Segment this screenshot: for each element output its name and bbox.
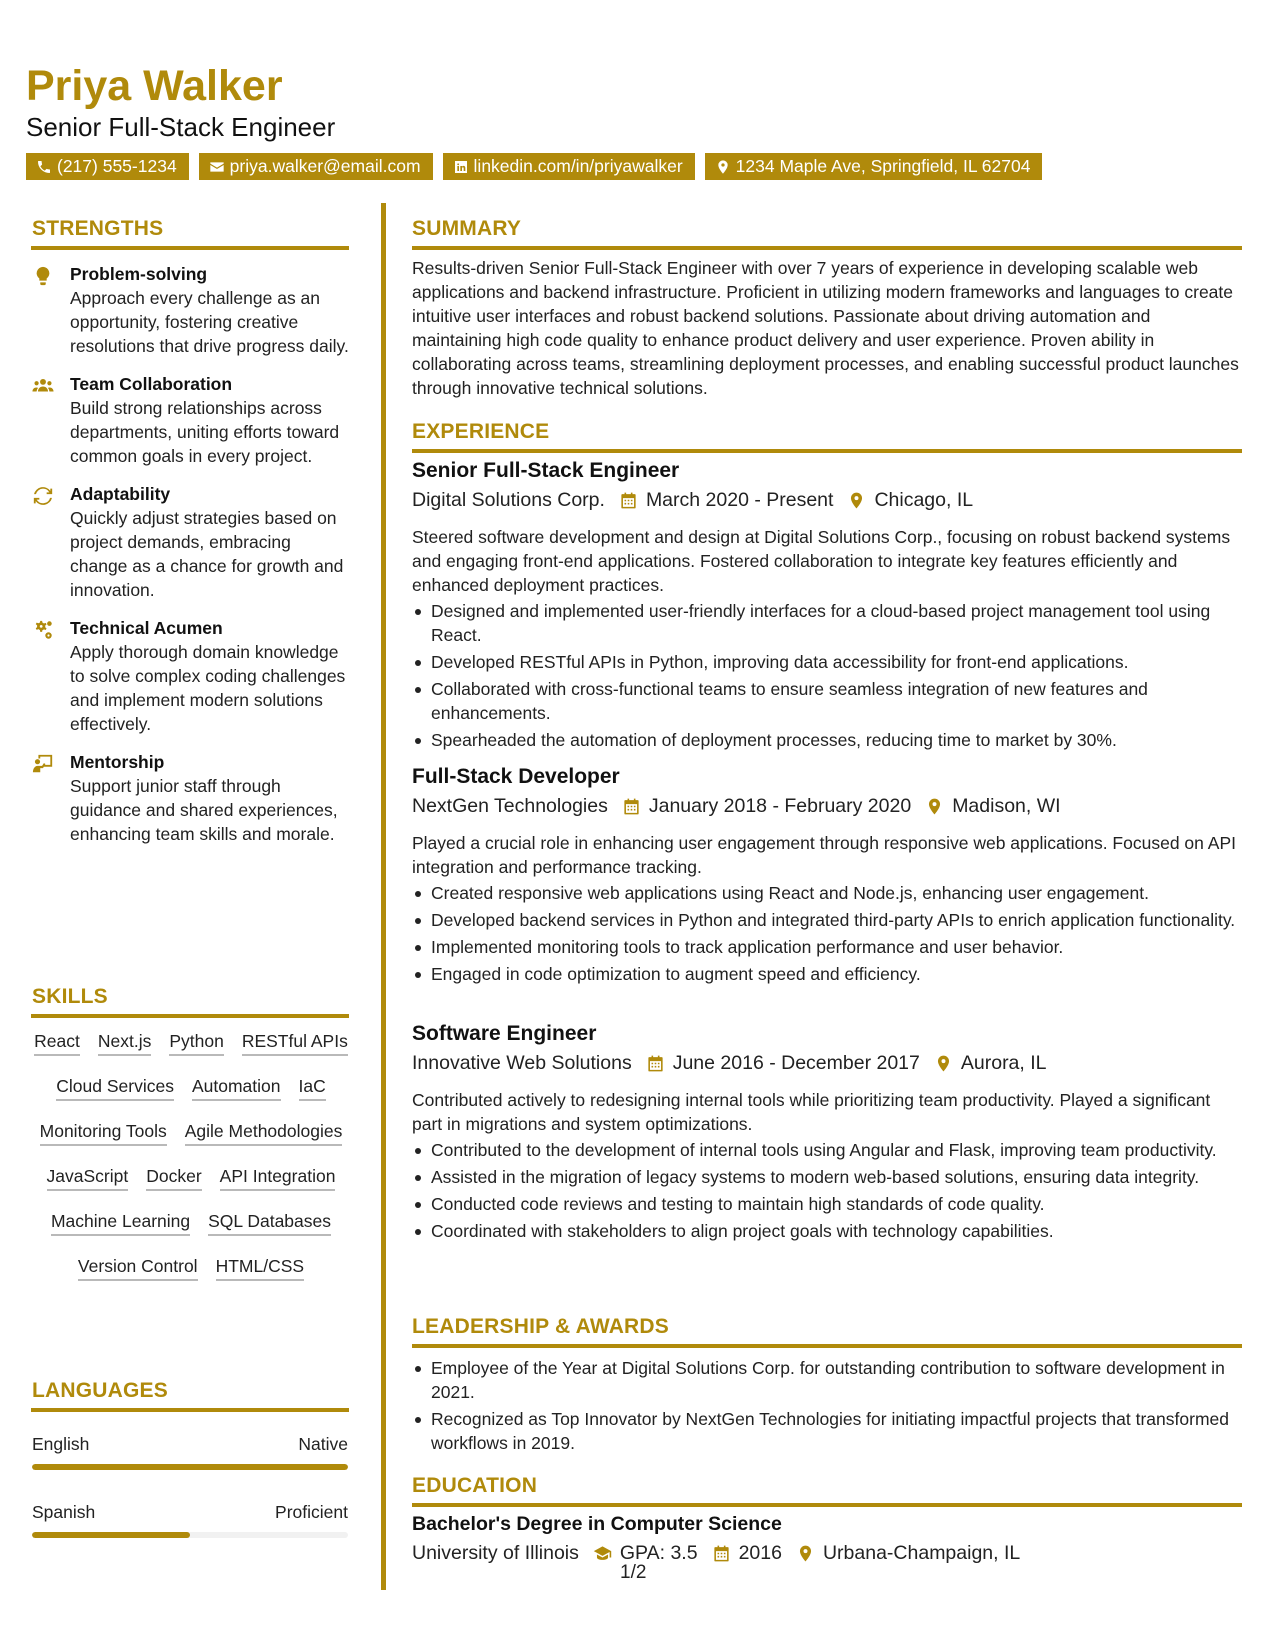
calendar-icon <box>622 797 641 816</box>
list-item: Engaged in code optimization to augment speed and efficiency. <box>412 962 1242 986</box>
job-title: Senior Full-Stack Engineer <box>412 459 680 482</box>
list-item: Employee of the Year at Digital Solutions Corp. for outstanding contribution to software development in 2021. <box>412 1356 1242 1404</box>
experience-heading: EXPERIENCE <box>412 420 550 443</box>
skill-tag: RESTful APIs <box>242 1030 348 1056</box>
candidate-title: Senior Full-Stack Engineer <box>26 112 336 142</box>
page-number: 1/2 <box>620 1562 647 1583</box>
education-rule <box>412 1503 1242 1507</box>
strength-desc: Approach every challenge as an opportunity, fostering creative resolutions that drive progress daily. <box>70 288 349 356</box>
column-divider <box>381 203 386 1590</box>
address-chip <box>705 153 1043 180</box>
sync-icon <box>32 485 54 507</box>
skill-tag: React <box>34 1030 80 1056</box>
job-location: Chicago, IL <box>874 489 974 511</box>
list-item: Conducted code reviews and testing to maintain high standards of code quality. <box>412 1192 1242 1216</box>
job-meta <box>412 795 1061 818</box>
job-company: Digital Solutions Corp. <box>412 489 605 511</box>
map-pin-icon <box>934 1054 953 1073</box>
job-bullets <box>412 881 1242 989</box>
list-item: Designed and implemented user-friendly interfaces for a cloud-based project management tool using React. <box>412 599 1242 647</box>
skill-tag: IaC <box>299 1075 326 1101</box>
skills-list <box>32 1030 350 1281</box>
address-text: 1234 Maple Ave, Springfield, IL 62704 <box>735 156 1031 176</box>
strength-item <box>32 750 352 846</box>
list-item: Collaborated with cross-functional teams to ensure seamless integration of new features and enhancements. <box>412 677 1242 725</box>
skill-tag: Next.js <box>98 1030 151 1056</box>
job-title: Full-Stack Developer <box>412 765 620 788</box>
strengths-heading: STRENGTHS <box>32 217 164 240</box>
education-heading: EDUCATION <box>412 1474 538 1497</box>
language-name: Spanish <box>32 1502 96 1522</box>
cogs-icon <box>32 619 54 641</box>
skill-tag: Version Control <box>78 1255 198 1281</box>
job-description: Contributed actively to redesigning internal tools while prioritizing team productivity. Played a significant part in migrations and system optimizations. <box>412 1090 1211 1134</box>
languages-heading: LANGUAGES <box>32 1379 168 1402</box>
language-bar <box>32 1532 348 1538</box>
job-bullets <box>412 1138 1242 1246</box>
skills-heading: SKILLS <box>32 985 108 1008</box>
gpa: GPA: 3.5 <box>619 1542 698 1564</box>
linkedin-icon <box>453 159 469 175</box>
strength-title: Adaptability <box>70 484 171 504</box>
leadership-heading: LEADERSHIP & AWARDS <box>412 1315 669 1338</box>
skill-tag: HTML/CSS <box>216 1255 304 1281</box>
strength-title: Technical Acumen <box>70 618 223 638</box>
strength-item <box>32 482 352 602</box>
skill-tag: Monitoring Tools <box>40 1120 167 1146</box>
language-item <box>32 1500 348 1538</box>
strength-item <box>32 262 352 358</box>
job-description: Steered software development and design at Digital Solutions Corp., focusing on robust backend systems and engaging front-end applications. Fostered collaboration to integrate key features efficiently and enhanced deployment practices. <box>412 527 1231 595</box>
email-text: priya.walker@email.com <box>229 156 421 176</box>
strength-desc: Quickly adjust strategies based on project demands, embracing change as a chance for growth and innovation. <box>70 508 344 600</box>
map-pin-icon <box>715 159 731 175</box>
list-item: Implemented monitoring tools to track application performance and user behavior. <box>412 935 1242 959</box>
job-title: Software Engineer <box>412 1022 597 1045</box>
list-item: Coordinated with stakeholders to align project goals with technology capabilities. <box>412 1219 1242 1243</box>
summary-text: Results-driven Senior Full-Stack Engineer with over 7 years of experience in developing scalable web applications and backend infrastructure. Proficient in utilizing modern frameworks and languages to create intuitive user interfaces and robust backend solutions. Passionate about driving automation and maintaining high code quality to enhance product delivery and user experience. Proven ability in collaborating across teams, streamlining deployment processes, and enabling successful product launches through innovative technical solutions. <box>412 258 1239 398</box>
languages-rule <box>31 1408 349 1412</box>
list-item: Developed RESTful APIs in Python, improving data accessibility for front-end applications. <box>412 650 1242 674</box>
skill-tag: API Integration <box>220 1165 336 1191</box>
job-dates: March 2020 - Present <box>645 489 834 511</box>
strength-desc: Build strong relationships across departments, uniting efforts toward common goals in every project. <box>70 398 340 466</box>
job-company: Innovative Web Solutions <box>412 1052 632 1074</box>
job-description: Played a crucial role in enhancing user engagement through responsive web applications. Focused on API integration and performance tracking. <box>412 833 1236 877</box>
language-bar <box>32 1464 348 1470</box>
language-bar-fill <box>32 1464 348 1470</box>
strength-title: Mentorship <box>70 752 165 772</box>
list-item: Developed backend services in Python and integrated third-party APIs to enrich application functionality. <box>412 908 1242 932</box>
job-company: NextGen Technologies <box>412 795 608 817</box>
strength-item <box>32 372 352 468</box>
job-dates: June 2016 - December 2017 <box>672 1052 920 1074</box>
job-location: Madison, WI <box>952 795 1061 817</box>
graduation-year: 2016 <box>738 1542 782 1564</box>
skill-tag: Docker <box>146 1165 201 1191</box>
leadership-rule <box>412 1344 1242 1348</box>
strength-title: Team Collaboration <box>70 374 233 394</box>
calendar-icon <box>712 1544 731 1563</box>
skill-tag: Agile Methodologies <box>185 1120 343 1146</box>
list-item: Assisted in the migration of legacy systems to modern web-based solutions, ensuring data integrity. <box>412 1165 1242 1189</box>
leadership-list <box>412 1356 1242 1458</box>
strength-title: Problem-solving <box>70 264 208 284</box>
school-name: University of Illinois <box>412 1542 579 1564</box>
school-location: Urbana-Champaign, IL <box>822 1542 1021 1564</box>
language-bar-fill <box>32 1532 190 1538</box>
education-meta <box>412 1542 1020 1565</box>
graduation-cap-icon <box>593 1544 612 1563</box>
phone-text: (217) 555-1234 <box>57 156 177 176</box>
strength-item <box>32 616 352 736</box>
strength-desc: Apply thorough domain knowledge to solve complex coding challenges and implement modern solutions effectively. <box>70 642 346 734</box>
mail-icon <box>209 159 225 175</box>
phone-chip[interactable] <box>26 153 189 180</box>
linkedin-chip[interactable] <box>443 153 695 180</box>
language-item <box>32 1432 348 1470</box>
skill-tag: Machine Learning <box>51 1210 190 1236</box>
lightbulb-icon <box>32 265 54 287</box>
job-location: Aurora, IL <box>960 1052 1047 1074</box>
experience-rule <box>412 449 1242 453</box>
language-level: Native <box>298 1434 348 1454</box>
strength-desc: Support junior staff through guidance and shared experiences, enhancing team skills and morale. <box>70 776 338 844</box>
list-item: Contributed to the development of internal tools using Angular and Flask, improving team productivity. <box>412 1138 1242 1162</box>
candidate-name: Priya Walker <box>26 62 283 110</box>
strengths-list <box>32 262 352 860</box>
list-item: Spearheaded the automation of deployment processes, reducing time to market by 30%. <box>412 728 1242 752</box>
calendar-icon <box>619 491 638 510</box>
job-bullets <box>412 599 1242 755</box>
calendar-icon <box>646 1054 665 1073</box>
map-pin-icon <box>847 491 866 510</box>
skills-rule <box>31 1014 349 1018</box>
email-chip[interactable] <box>199 153 433 180</box>
language-level: Proficient <box>275 1502 348 1522</box>
map-pin-icon <box>796 1544 815 1563</box>
linkedin-text: linkedin.com/in/priyawalker <box>473 156 683 176</box>
job-meta <box>412 489 973 512</box>
map-pin-icon <box>925 797 944 816</box>
skill-tag: JavaScript <box>47 1165 129 1191</box>
teacher-icon <box>32 753 54 775</box>
summary-rule <box>412 246 1242 250</box>
skill-tag: Python <box>169 1030 223 1056</box>
job-meta <box>412 1052 1047 1075</box>
users-icon <box>32 375 54 397</box>
language-name: English <box>32 1434 90 1454</box>
job-dates: January 2018 - February 2020 <box>648 795 912 817</box>
list-item: Recognized as Top Innovator by NextGen Technologies for initiating impactful projects that transformed workflows in 2019. <box>412 1407 1242 1455</box>
skill-tag: SQL Databases <box>208 1210 331 1236</box>
skill-tag: Cloud Services <box>56 1075 174 1101</box>
contact-bar <box>26 153 1042 180</box>
degree-title: Bachelor's Degree in Computer Science <box>412 1513 782 1535</box>
phone-icon <box>36 159 52 175</box>
list-item: Created responsive web applications using React and Node.js, enhancing user engagement. <box>412 881 1242 905</box>
summary-heading: SUMMARY <box>412 217 522 240</box>
skill-tag: Automation <box>192 1075 281 1101</box>
strengths-rule <box>31 246 349 250</box>
